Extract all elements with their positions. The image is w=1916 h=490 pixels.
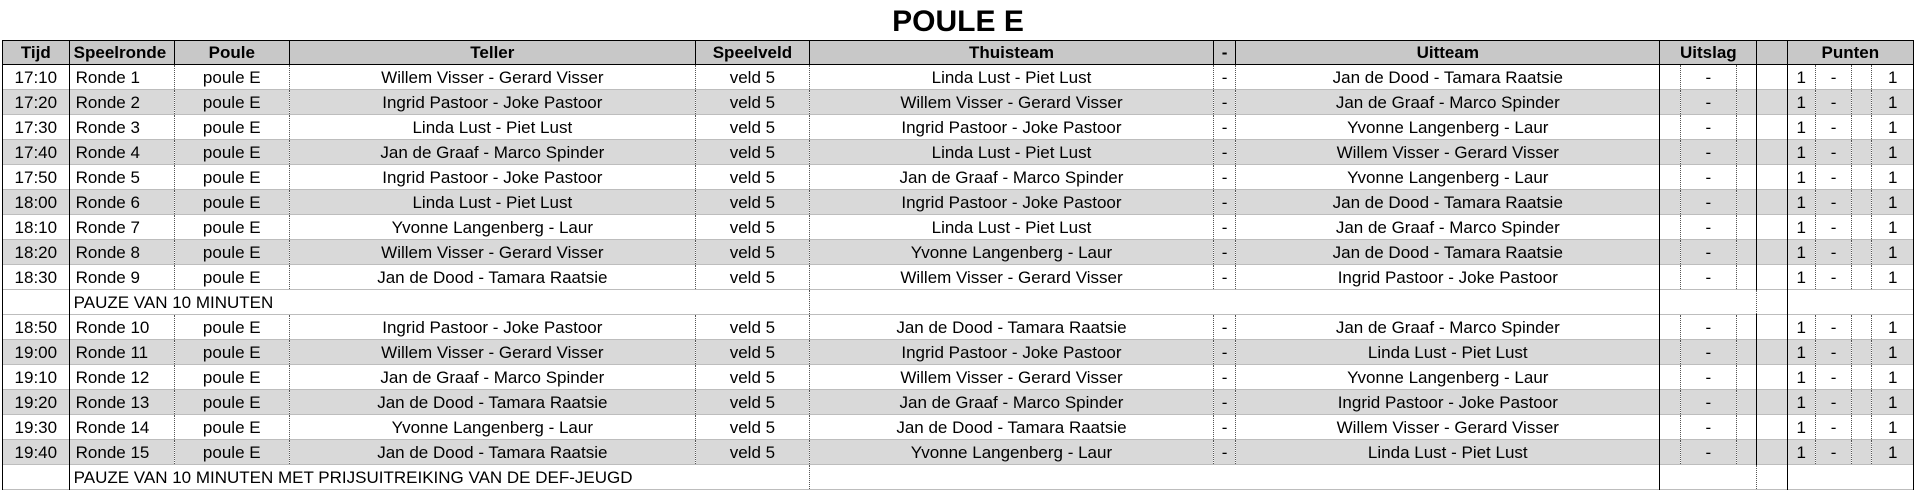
col-header-uitslag: Uitslag — [1660, 41, 1757, 65]
round-cell: Ronde 2 — [69, 90, 174, 115]
counter-cell: Jan de Dood - Tamara Raatsie — [289, 390, 695, 415]
points-away-cell: 1 — [1872, 340, 1914, 365]
table-row — [3, 65, 1914, 90]
points-spacer-cell — [1852, 240, 1872, 265]
time-cell: 17:30 — [3, 115, 70, 140]
pool-cell: poule E — [174, 365, 289, 390]
points-home-cell: 1 — [1787, 265, 1815, 290]
points-home-cell: 1 — [1787, 415, 1815, 440]
points-dash-cell: - — [1815, 265, 1851, 290]
result-left-cell — [1660, 365, 1680, 390]
home-team-cell: Linda Lust - Piet Lust — [809, 215, 1213, 240]
points-dash-cell: - — [1815, 390, 1851, 415]
counter-cell: Willem Visser - Gerard Visser — [289, 340, 695, 365]
pool-cell: poule E — [174, 315, 289, 340]
separator-cell: - — [1213, 65, 1235, 90]
spacer-cell — [1757, 340, 1787, 365]
counter-cell: Willem Visser - Gerard Visser — [289, 65, 695, 90]
result-cell: - — [1680, 440, 1737, 465]
result-right-cell — [1737, 340, 1757, 365]
field-cell: veld 5 — [695, 140, 809, 165]
empty-cell — [1660, 465, 1757, 490]
result-right-cell — [1737, 215, 1757, 240]
home-team-cell: Yvonne Langenberg - Laur — [809, 440, 1213, 465]
spacer-cell — [1757, 215, 1787, 240]
away-team-cell: Willem Visser - Gerard Visser — [1236, 415, 1660, 440]
result-cell: - — [1680, 165, 1737, 190]
points-away-cell: 1 — [1872, 390, 1914, 415]
away-team-cell: Linda Lust - Piet Lust — [1236, 440, 1660, 465]
round-cell: Ronde 1 — [69, 65, 174, 90]
result-left-cell — [1660, 265, 1680, 290]
separator-cell: - — [1213, 340, 1235, 365]
time-cell: 18:30 — [3, 265, 70, 290]
result-right-cell — [1737, 390, 1757, 415]
spacer-cell — [1757, 240, 1787, 265]
round-cell: Ronde 11 — [69, 340, 174, 365]
home-team-cell: Linda Lust - Piet Lust — [809, 140, 1213, 165]
result-cell: - — [1680, 415, 1737, 440]
result-left-cell — [1660, 140, 1680, 165]
result-left-cell — [1660, 215, 1680, 240]
table-row — [3, 115, 1914, 140]
separator-cell: - — [1213, 365, 1235, 390]
points-spacer-cell — [1852, 365, 1872, 390]
pool-cell: poule E — [174, 240, 289, 265]
points-away-cell: 1 — [1872, 190, 1914, 215]
table-row — [3, 90, 1914, 115]
result-cell: - — [1680, 215, 1737, 240]
col-header-teller: Teller — [289, 41, 695, 65]
home-team-cell: Willem Visser - Gerard Visser — [809, 365, 1213, 390]
points-home-cell: 1 — [1787, 440, 1815, 465]
field-cell: veld 5 — [695, 190, 809, 215]
table-row — [3, 390, 1914, 415]
points-away-cell: 1 — [1872, 90, 1914, 115]
counter-cell: Jan de Graaf - Marco Spinder — [289, 140, 695, 165]
points-spacer-cell — [1852, 165, 1872, 190]
points-spacer-cell — [1852, 190, 1872, 215]
points-spacer-cell — [1852, 315, 1872, 340]
points-dash-cell: - — [1815, 165, 1851, 190]
pool-cell: poule E — [174, 115, 289, 140]
time-cell: 18:00 — [3, 190, 70, 215]
away-team-cell: Ingrid Pastoor - Joke Pastoor — [1236, 265, 1660, 290]
away-team-cell: Jan de Dood - Tamara Raatsie — [1236, 65, 1660, 90]
separator-cell: - — [1213, 190, 1235, 215]
home-team-cell: Yvonne Langenberg - Laur — [809, 240, 1213, 265]
spacer-cell — [1757, 265, 1787, 290]
empty-cell — [809, 465, 1659, 490]
field-cell: veld 5 — [695, 315, 809, 340]
pool-cell: poule E — [174, 65, 289, 90]
home-team-cell: Willem Visser - Gerard Visser — [809, 265, 1213, 290]
away-team-cell: Yvonne Langenberg - Laur — [1236, 115, 1660, 140]
home-team-cell: Jan de Graaf - Marco Spinder — [809, 390, 1213, 415]
pause-text: PAUZE VAN 10 MINUTEN MET PRIJSUITREIKING VAN DE DEF-JEUGD — [69, 465, 809, 490]
field-cell: veld 5 — [695, 415, 809, 440]
points-spacer-cell — [1852, 90, 1872, 115]
separator-cell: - — [1213, 215, 1235, 240]
tijd-cell — [3, 290, 70, 315]
points-away-cell: 1 — [1872, 140, 1914, 165]
points-home-cell: 1 — [1787, 340, 1815, 365]
table-row — [3, 340, 1914, 365]
round-cell: Ronde 7 — [69, 215, 174, 240]
time-cell: 18:20 — [3, 240, 70, 265]
result-right-cell — [1737, 365, 1757, 390]
points-away-cell: 1 — [1872, 440, 1914, 465]
time-cell: 18:10 — [3, 215, 70, 240]
result-cell: - — [1680, 265, 1737, 290]
result-cell: - — [1680, 390, 1737, 415]
points-spacer-cell — [1852, 415, 1872, 440]
points-dash-cell: - — [1815, 115, 1851, 140]
table-row — [3, 165, 1914, 190]
result-left-cell — [1660, 440, 1680, 465]
points-home-cell: 1 — [1787, 90, 1815, 115]
time-cell: 19:20 — [3, 390, 70, 415]
round-cell: Ronde 6 — [69, 190, 174, 215]
col-header-poule: Poule — [174, 41, 289, 65]
points-away-cell: 1 — [1872, 415, 1914, 440]
away-team-cell: Yvonne Langenberg - Laur — [1236, 365, 1660, 390]
points-spacer-cell — [1852, 115, 1872, 140]
home-team-cell: Linda Lust - Piet Lust — [809, 65, 1213, 90]
separator-cell: - — [1213, 140, 1235, 165]
result-left-cell — [1660, 315, 1680, 340]
pool-cell: poule E — [174, 90, 289, 115]
points-home-cell: 1 — [1787, 140, 1815, 165]
tijd-cell — [3, 465, 70, 490]
separator-cell: - — [1213, 315, 1235, 340]
field-cell: veld 5 — [695, 440, 809, 465]
away-team-cell: Willem Visser - Gerard Visser — [1236, 140, 1660, 165]
result-right-cell — [1737, 190, 1757, 215]
home-team-cell: Ingrid Pastoor - Joke Pastoor — [809, 115, 1213, 140]
col-header-dash: - — [1213, 41, 1235, 65]
points-dash-cell: - — [1815, 365, 1851, 390]
away-team-cell: Jan de Dood - Tamara Raatsie — [1236, 240, 1660, 265]
pool-cell: poule E — [174, 440, 289, 465]
counter-cell: Linda Lust - Piet Lust — [289, 190, 695, 215]
points-away-cell: 1 — [1872, 215, 1914, 240]
pool-cell: poule E — [174, 390, 289, 415]
col-header-speelronde: Speelronde — [69, 41, 174, 65]
result-cell: - — [1680, 90, 1737, 115]
points-home-cell: 1 — [1787, 240, 1815, 265]
table-row — [3, 215, 1914, 240]
time-cell: 19:30 — [3, 415, 70, 440]
pool-cell: poule E — [174, 190, 289, 215]
separator-cell: - — [1213, 265, 1235, 290]
separator-cell: - — [1213, 440, 1235, 465]
home-team-cell: Ingrid Pastoor - Joke Pastoor — [809, 340, 1213, 365]
time-cell: 17:20 — [3, 90, 70, 115]
separator-cell: - — [1213, 390, 1235, 415]
result-left-cell — [1660, 190, 1680, 215]
result-right-cell — [1737, 415, 1757, 440]
points-dash-cell: - — [1815, 65, 1851, 90]
time-cell: 17:50 — [3, 165, 70, 190]
time-cell: 17:10 — [3, 65, 70, 90]
schedule-table — [2, 40, 1914, 490]
field-cell: veld 5 — [695, 115, 809, 140]
pool-cell: poule E — [174, 340, 289, 365]
points-away-cell: 1 — [1872, 240, 1914, 265]
table-row — [3, 140, 1914, 165]
field-cell: veld 5 — [695, 390, 809, 415]
points-dash-cell: - — [1815, 215, 1851, 240]
field-cell: veld 5 — [695, 165, 809, 190]
field-cell: veld 5 — [695, 340, 809, 365]
pause-row — [3, 465, 1914, 490]
empty-cell — [1660, 290, 1757, 315]
result-right-cell — [1737, 115, 1757, 140]
pool-cell: poule E — [174, 140, 289, 165]
empty-cell — [1787, 465, 1913, 490]
points-away-cell: 1 — [1872, 265, 1914, 290]
result-left-cell — [1660, 65, 1680, 90]
counter-cell: Willem Visser - Gerard Visser — [289, 240, 695, 265]
points-home-cell: 1 — [1787, 190, 1815, 215]
result-left-cell — [1660, 390, 1680, 415]
result-right-cell — [1737, 440, 1757, 465]
result-cell: - — [1680, 140, 1737, 165]
result-right-cell — [1737, 265, 1757, 290]
header-row — [3, 41, 1914, 65]
empty-cell — [809, 290, 1659, 315]
time-cell: 19:10 — [3, 365, 70, 390]
points-dash-cell: - — [1815, 315, 1851, 340]
counter-cell: Jan de Dood - Tamara Raatsie — [289, 440, 695, 465]
spacer-cell — [1757, 365, 1787, 390]
round-cell: Ronde 13 — [69, 390, 174, 415]
result-right-cell — [1737, 90, 1757, 115]
table-row — [3, 265, 1914, 290]
points-spacer-cell — [1852, 265, 1872, 290]
empty-cell — [1757, 465, 1787, 490]
result-right-cell — [1737, 315, 1757, 340]
spacer-cell — [1757, 140, 1787, 165]
time-cell: 19:40 — [3, 440, 70, 465]
home-team-cell: Willem Visser - Gerard Visser — [809, 90, 1213, 115]
points-spacer-cell — [1852, 65, 1872, 90]
result-left-cell — [1660, 240, 1680, 265]
result-left-cell — [1660, 415, 1680, 440]
spacer-cell — [1757, 390, 1787, 415]
away-team-cell: Yvonne Langenberg - Laur — [1236, 165, 1660, 190]
points-spacer-cell — [1852, 140, 1872, 165]
points-home-cell: 1 — [1787, 315, 1815, 340]
col-header-uitteam: Uitteam — [1236, 41, 1660, 65]
field-cell: veld 5 — [695, 215, 809, 240]
away-team-cell: Jan de Graaf - Marco Spinder — [1236, 90, 1660, 115]
result-cell: - — [1680, 315, 1737, 340]
points-home-cell: 1 — [1787, 215, 1815, 240]
time-cell: 17:40 — [3, 140, 70, 165]
separator-cell: - — [1213, 240, 1235, 265]
result-cell: - — [1680, 340, 1737, 365]
result-cell: - — [1680, 240, 1737, 265]
col-header-thuisteam: Thuisteam — [809, 41, 1213, 65]
points-spacer-cell — [1852, 340, 1872, 365]
points-home-cell: 1 — [1787, 365, 1815, 390]
col-header-punten: Punten — [1787, 41, 1913, 65]
separator-cell: - — [1213, 115, 1235, 140]
result-cell: - — [1680, 190, 1737, 215]
points-dash-cell: - — [1815, 440, 1851, 465]
counter-cell: Ingrid Pastoor - Joke Pastoor — [289, 90, 695, 115]
spacer-cell — [1757, 315, 1787, 340]
points-spacer-cell — [1852, 440, 1872, 465]
result-right-cell — [1737, 165, 1757, 190]
spacer-cell — [1757, 90, 1787, 115]
result-right-cell — [1737, 140, 1757, 165]
result-cell: - — [1680, 65, 1737, 90]
counter-cell: Ingrid Pastoor - Joke Pastoor — [289, 315, 695, 340]
pause-text: PAUZE VAN 10 MINUTEN — [69, 290, 809, 315]
points-away-cell: 1 — [1872, 315, 1914, 340]
table-row — [3, 440, 1914, 465]
points-dash-cell: - — [1815, 415, 1851, 440]
round-cell: Ronde 3 — [69, 115, 174, 140]
points-dash-cell: - — [1815, 90, 1851, 115]
table-row — [3, 315, 1914, 340]
spacer-cell — [1757, 190, 1787, 215]
round-cell: Ronde 5 — [69, 165, 174, 190]
pool-cell: poule E — [174, 165, 289, 190]
points-dash-cell: - — [1815, 240, 1851, 265]
counter-cell: Yvonne Langenberg - Laur — [289, 215, 695, 240]
away-team-cell: Jan de Graaf - Marco Spinder — [1236, 315, 1660, 340]
home-team-cell: Ingrid Pastoor - Joke Pastoor — [809, 190, 1213, 215]
col-header-speelveld: Speelveld — [695, 41, 809, 65]
field-cell: veld 5 — [695, 90, 809, 115]
round-cell: Ronde 15 — [69, 440, 174, 465]
result-cell: - — [1680, 365, 1737, 390]
result-right-cell — [1737, 240, 1757, 265]
page-title: POULE E — [892, 5, 1024, 38]
round-cell: Ronde 10 — [69, 315, 174, 340]
result-left-cell — [1660, 165, 1680, 190]
result-right-cell — [1737, 65, 1757, 90]
round-cell: Ronde 4 — [69, 140, 174, 165]
counter-cell: Yvonne Langenberg - Laur — [289, 415, 695, 440]
separator-cell: - — [1213, 415, 1235, 440]
col-header-tijd: Tijd — [3, 41, 70, 65]
pool-cell: poule E — [174, 265, 289, 290]
pause-row — [3, 290, 1914, 315]
counter-cell: Jan de Graaf - Marco Spinder — [289, 365, 695, 390]
table-row — [3, 240, 1914, 265]
points-spacer-cell — [1852, 215, 1872, 240]
pool-cell: poule E — [174, 215, 289, 240]
points-home-cell: 1 — [1787, 390, 1815, 415]
pool-cell: poule E — [174, 415, 289, 440]
counter-cell: Jan de Dood - Tamara Raatsie — [289, 265, 695, 290]
home-team-cell: Jan de Graaf - Marco Spinder — [809, 165, 1213, 190]
points-spacer-cell — [1852, 390, 1872, 415]
points-dash-cell: - — [1815, 340, 1851, 365]
spacer-cell — [1757, 65, 1787, 90]
away-team-cell: Jan de Dood - Tamara Raatsie — [1236, 190, 1660, 215]
time-cell: 19:00 — [3, 340, 70, 365]
spacer-cell — [1757, 440, 1787, 465]
round-cell: Ronde 8 — [69, 240, 174, 265]
round-cell: Ronde 14 — [69, 415, 174, 440]
away-team-cell: Linda Lust - Piet Lust — [1236, 340, 1660, 365]
spacer-cell — [1757, 165, 1787, 190]
col-header-spacer — [1757, 41, 1787, 65]
points-away-cell: 1 — [1872, 65, 1914, 90]
field-cell: veld 5 — [695, 265, 809, 290]
counter-cell: Linda Lust - Piet Lust — [289, 115, 695, 140]
home-team-cell: Jan de Dood - Tamara Raatsie — [809, 315, 1213, 340]
table-row — [3, 365, 1914, 390]
points-away-cell: 1 — [1872, 115, 1914, 140]
spacer-cell — [1757, 415, 1787, 440]
result-left-cell — [1660, 90, 1680, 115]
round-cell: Ronde 9 — [69, 265, 174, 290]
table-row — [3, 415, 1914, 440]
separator-cell: - — [1213, 165, 1235, 190]
result-cell: - — [1680, 115, 1737, 140]
points-away-cell: 1 — [1872, 165, 1914, 190]
counter-cell: Ingrid Pastoor - Joke Pastoor — [289, 165, 695, 190]
field-cell: veld 5 — [695, 365, 809, 390]
points-home-cell: 1 — [1787, 165, 1815, 190]
field-cell: veld 5 — [695, 65, 809, 90]
points-home-cell: 1 — [1787, 115, 1815, 140]
separator-cell: - — [1213, 90, 1235, 115]
time-cell: 18:50 — [3, 315, 70, 340]
points-dash-cell: - — [1815, 140, 1851, 165]
home-team-cell: Jan de Dood - Tamara Raatsie — [809, 415, 1213, 440]
result-left-cell — [1660, 340, 1680, 365]
empty-cell — [1787, 290, 1913, 315]
points-home-cell: 1 — [1787, 65, 1815, 90]
away-team-cell: Jan de Graaf - Marco Spinder — [1236, 215, 1660, 240]
field-cell: veld 5 — [695, 240, 809, 265]
points-away-cell: 1 — [1872, 365, 1914, 390]
empty-cell — [1757, 290, 1787, 315]
round-cell: Ronde 12 — [69, 365, 174, 390]
table-row — [3, 190, 1914, 215]
result-left-cell — [1660, 115, 1680, 140]
spacer-cell — [1757, 115, 1787, 140]
away-team-cell: Ingrid Pastoor - Joke Pastoor — [1236, 390, 1660, 415]
points-dash-cell: - — [1815, 190, 1851, 215]
